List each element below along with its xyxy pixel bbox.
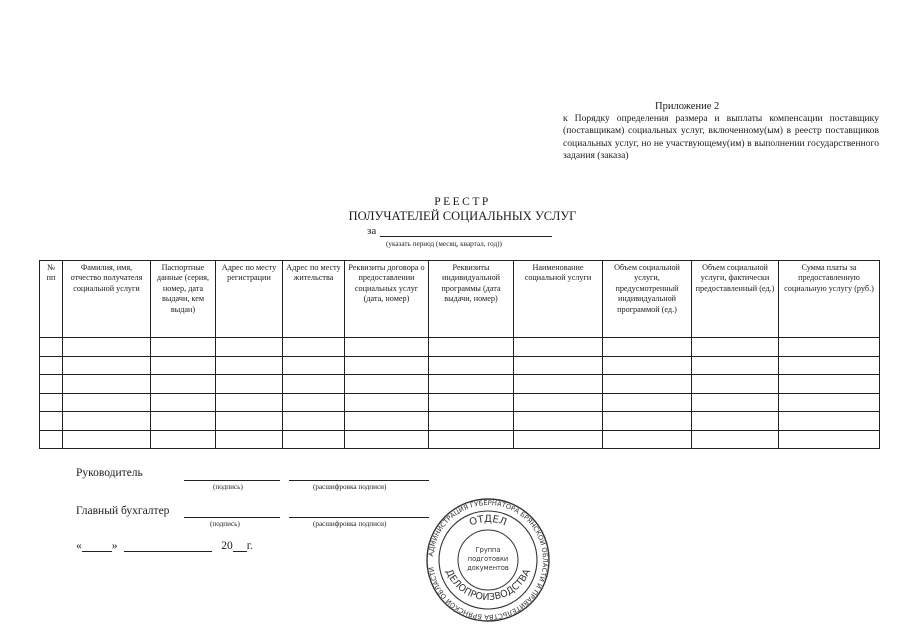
table-cell <box>40 393 63 412</box>
table-cell <box>345 412 429 431</box>
date-year-blank <box>233 541 247 552</box>
table-cell <box>40 430 63 449</box>
table-cell <box>63 338 151 357</box>
table-cell <box>603 393 692 412</box>
date-suffix: г. <box>246 540 254 552</box>
table-cell <box>429 412 514 431</box>
table-cell <box>514 375 603 394</box>
table-cell <box>40 375 63 394</box>
period-prefix: за <box>367 225 377 237</box>
table-cell <box>283 375 345 394</box>
table-cell <box>283 412 345 431</box>
table-cell <box>779 375 880 394</box>
head-transcript-caption: (расшифровка подписи) <box>313 483 387 491</box>
stamp-top-word: ОТДЕЛ <box>468 513 509 529</box>
stamp-center-line-1: Группа <box>475 546 501 554</box>
table-cell <box>151 375 216 394</box>
column-header: Адрес по месту жительства <box>283 261 345 338</box>
table-cell <box>216 412 283 431</box>
table-row <box>40 412 880 431</box>
accountant-signature-line <box>184 517 280 518</box>
table-cell <box>216 393 283 412</box>
stamp-center-line-3: документов <box>467 564 509 572</box>
table-cell <box>779 338 880 357</box>
table-cell <box>40 412 63 431</box>
accountant-transcript-caption: (расшифровка подписи) <box>313 520 387 528</box>
table-cell <box>40 338 63 357</box>
table-cell <box>151 356 216 375</box>
head-transcript-line <box>289 480 429 481</box>
table-cell <box>603 356 692 375</box>
table-cell <box>429 375 514 394</box>
head-signature-caption: (подпись) <box>213 483 243 491</box>
table-cell <box>283 393 345 412</box>
table-cell <box>429 338 514 357</box>
table-cell <box>692 338 779 357</box>
head-signature-line <box>184 480 280 481</box>
date-year-prefix: 20 <box>221 540 233 552</box>
table-cell <box>63 430 151 449</box>
table-cell <box>283 338 345 357</box>
table-cell <box>692 430 779 449</box>
department-stamp <box>425 497 551 623</box>
date-line <box>76 540 253 552</box>
table-cell <box>692 393 779 412</box>
registry-title: РЕЕСТР <box>434 196 491 208</box>
table-cell <box>603 430 692 449</box>
table-cell <box>692 412 779 431</box>
table-cell <box>345 375 429 394</box>
table-cell <box>345 393 429 412</box>
column-header: № пп <box>40 261 63 338</box>
table-cell <box>345 338 429 357</box>
table-row <box>40 375 880 394</box>
head-label: Руководитель <box>76 467 143 479</box>
column-header: Паспортные данные (серия, номер, дата выдачи, кем выдан) <box>151 261 216 338</box>
period-caption: (указать период (месяц, квартал, год)) <box>386 240 502 248</box>
stamp-ring-text: АДМИНИСТРАЦИЯ ГУБЕРНАТОРА БРЯНСКОЙ ОБЛАСТИ И ПРАВИТЕЛЬСТВА БРЯНСКОЙ ОБЛАСТИ <box>427 498 550 622</box>
table-cell <box>151 430 216 449</box>
table-row <box>40 393 880 412</box>
table-row <box>40 356 880 375</box>
table-cell <box>216 430 283 449</box>
date-open-quote: « <box>76 540 82 552</box>
period-blank <box>380 225 552 237</box>
table-cell <box>216 356 283 375</box>
date-day-blank <box>82 541 112 552</box>
registry-table <box>39 260 880 449</box>
table-cell <box>345 430 429 449</box>
column-header: Наименование социальной услуги <box>514 261 603 338</box>
table-cell <box>514 393 603 412</box>
table-cell <box>514 430 603 449</box>
table-cell <box>779 412 880 431</box>
table-cell <box>429 430 514 449</box>
table-cell <box>429 393 514 412</box>
period-line <box>367 225 552 237</box>
accountant-transcript-line <box>289 517 429 518</box>
table-header-row <box>40 261 880 338</box>
table-cell <box>151 338 216 357</box>
stamp-center-line-2: подготовки <box>467 555 509 563</box>
table-cell <box>216 375 283 394</box>
table-cell <box>779 430 880 449</box>
table-cell <box>779 356 880 375</box>
table-cell <box>603 338 692 357</box>
accountant-label: Главный бухгалтер <box>76 505 170 517</box>
table-cell <box>345 356 429 375</box>
column-header: Сумма платы за предоставленную социальную услугу (руб.) <box>779 261 880 338</box>
table-cell <box>603 375 692 394</box>
table-cell <box>151 393 216 412</box>
table-cell <box>63 393 151 412</box>
stamp-bottom-word: ДЕЛОПРОИЗВОДСТВА <box>443 567 533 604</box>
column-header: Реквизиты договора о предоставлении социальных услуг (дата, номер) <box>345 261 429 338</box>
table-row <box>40 430 880 449</box>
table-cell <box>63 375 151 394</box>
column-header: Объем социальной услуги, предусмотренный индивидуальной программой (ед.) <box>603 261 692 338</box>
table-cell <box>151 412 216 431</box>
table-cell <box>779 393 880 412</box>
column-header: Адрес по месту регистрации <box>216 261 283 338</box>
table-cell <box>283 356 345 375</box>
table-cell <box>603 412 692 431</box>
table-cell <box>514 356 603 375</box>
date-close-quote: » <box>111 540 118 552</box>
registry-subtitle: ПОЛУЧАТЕЛЕЙ СОЦИАЛЬНЫХ УСЛУГ <box>348 209 577 223</box>
appendix-text: к Порядку определения размера и выплаты компенсации поставщику (поставщикам) социальных услуг, включенному(ым) в реестр поставщиков социальных услуг, но не участвующему(им) в выполнении государственного задания (заказа) <box>563 113 879 162</box>
column-header: Реквизиты индивидуальной программы (дата выдачи, номер) <box>429 261 514 338</box>
accountant-signature-caption: (подпись) <box>210 520 240 528</box>
table-cell <box>63 356 151 375</box>
table-cell <box>216 338 283 357</box>
table-cell <box>514 412 603 431</box>
table-cell <box>514 338 603 357</box>
table-cell <box>283 430 345 449</box>
table-cell <box>429 356 514 375</box>
table-cell <box>692 356 779 375</box>
date-month-blank <box>124 541 212 552</box>
table-cell <box>63 412 151 431</box>
table-cell <box>40 356 63 375</box>
column-header: Объем социальной услуги, фактически предоставленный (ед.) <box>692 261 779 338</box>
appendix-title: Приложение 2 <box>655 101 720 112</box>
table-row <box>40 338 880 357</box>
table-cell <box>692 375 779 394</box>
column-header: Фамилия, имя, отчество получателя социальной услуги <box>63 261 151 338</box>
